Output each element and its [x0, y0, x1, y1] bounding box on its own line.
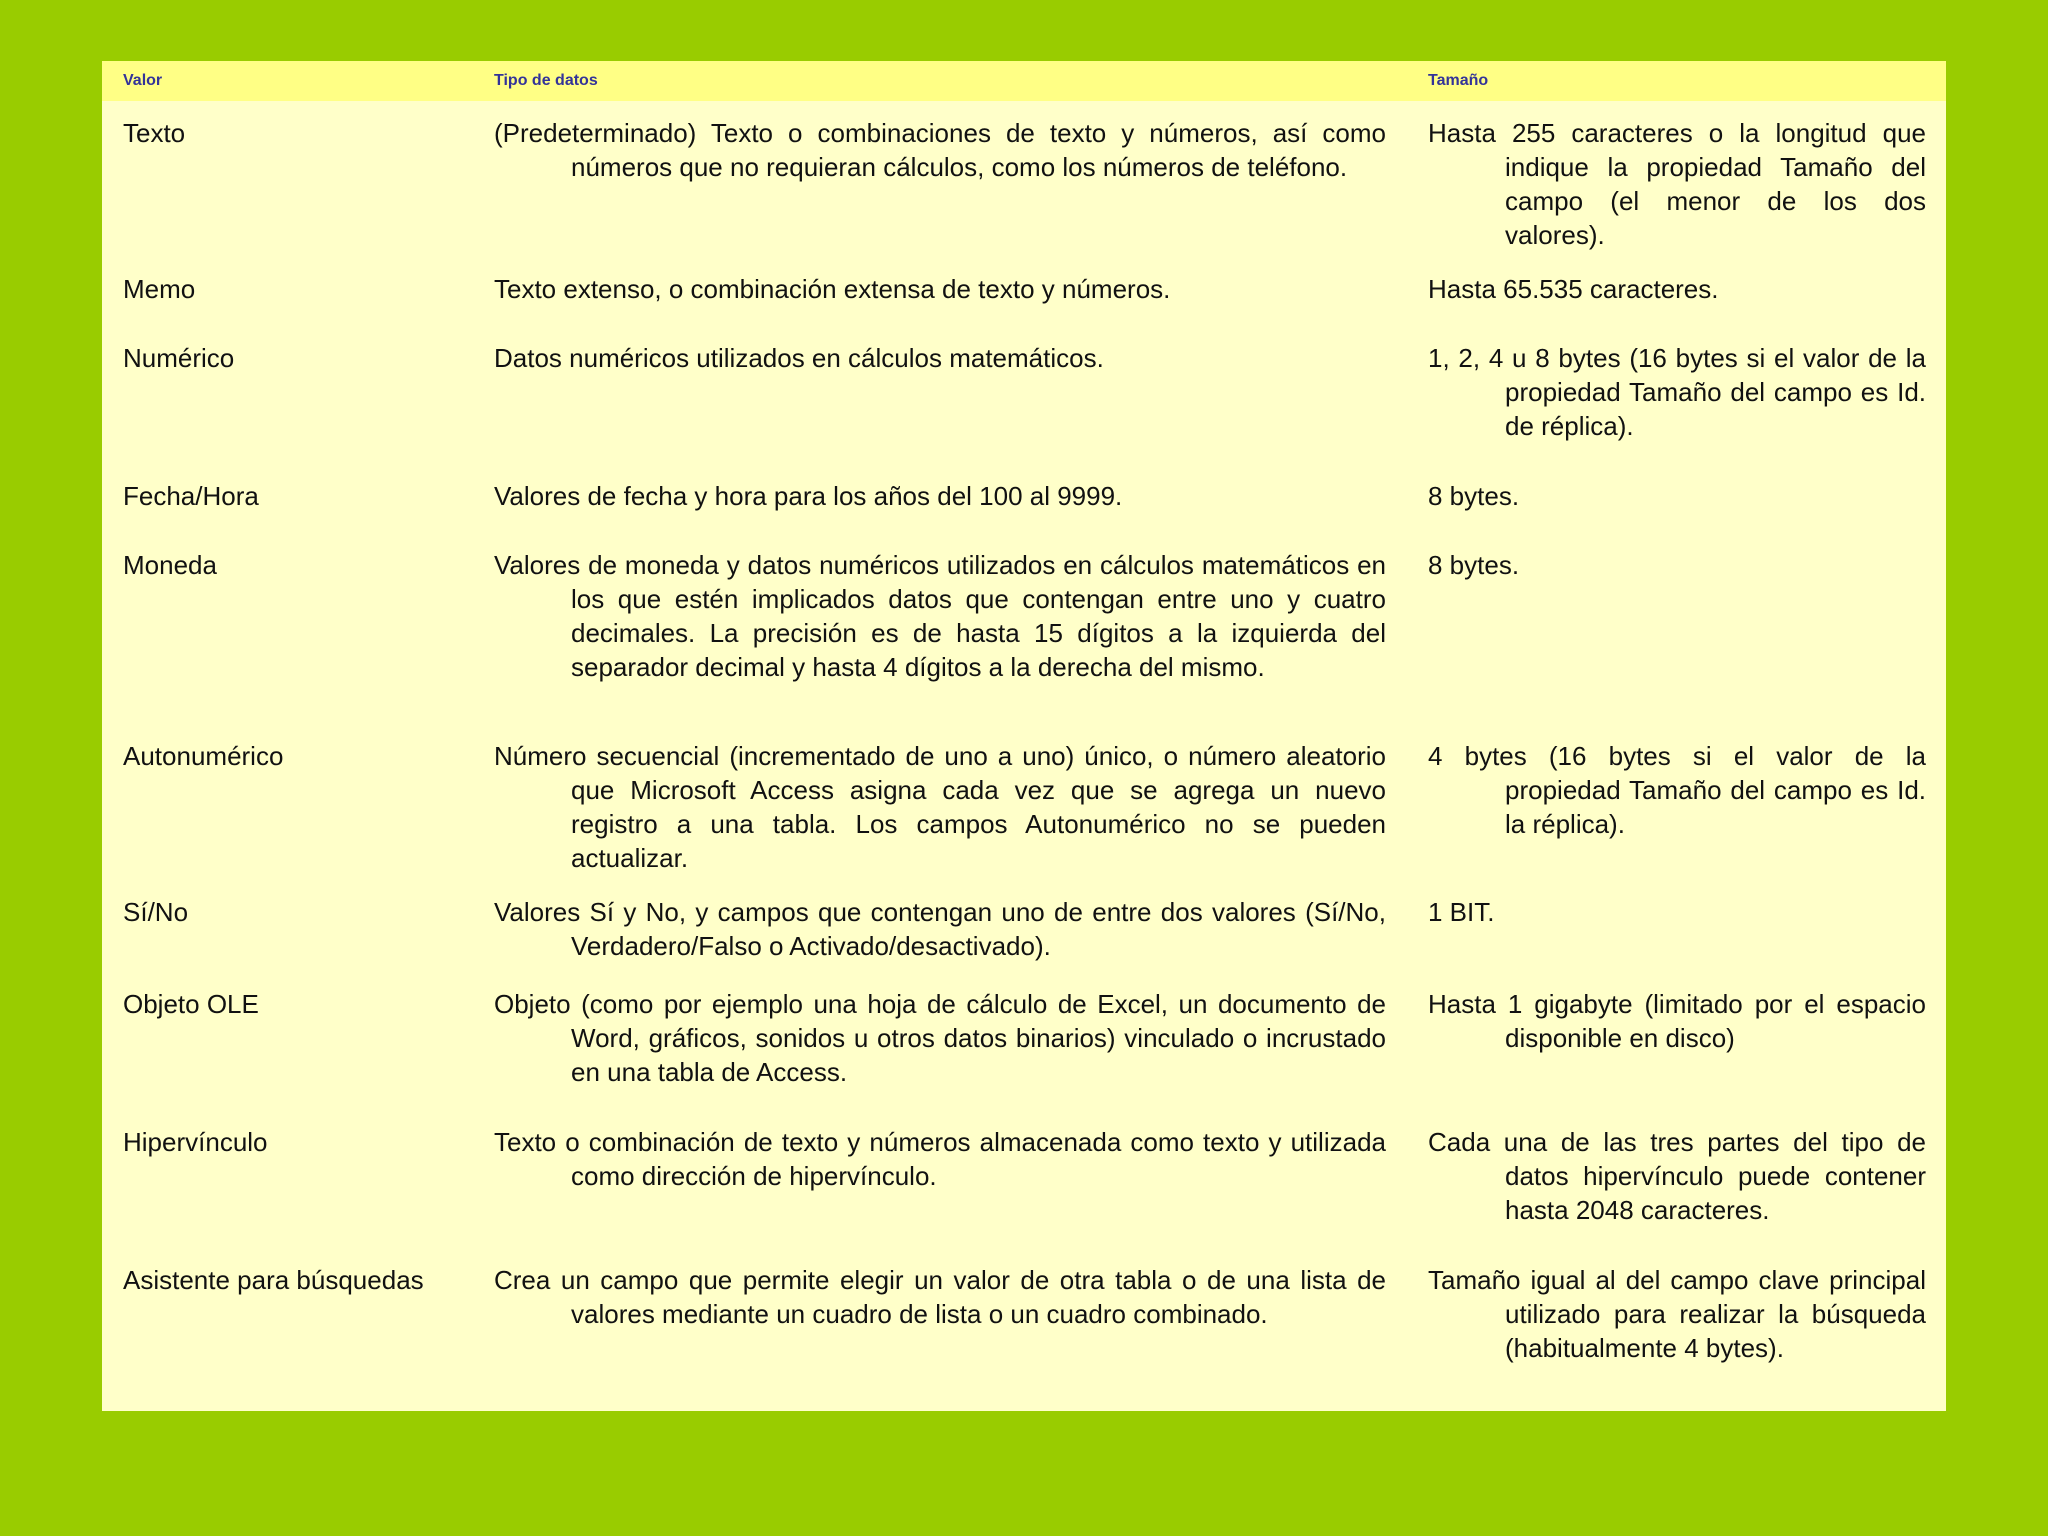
- cell-tipo: Valores Sí y No, y campos que contengan uno de entre dos valores (Sí/No, Verdadero/Falso o Activado/desactivado).: [494, 897, 1386, 961]
- data-types-table: [102, 61, 1946, 1411]
- cell-tamano: Hasta 65.535 caracteres.: [1428, 274, 1719, 304]
- cell-tipo: Valores de moneda y datos numéricos utilizados en cálculos matemáticos en los que estén implicados datos que contengan entre uno y cuatro decimales. La precisión es de hasta 15 dígitos a la izquierda del separador decimal y hasta 4 dígitos a la derecha del mismo.: [494, 550, 1386, 682]
- cell-tipo: Texto o combinación de texto y números almacenada como texto y utilizada como dirección de hipervínculo.: [494, 1127, 1386, 1191]
- cell-valor: Memo: [123, 274, 196, 304]
- cell-tamano: 1, 2, 4 u 8 bytes (16 bytes si el valor de la propiedad Tamaño del campo es Id. de réplica).: [1428, 343, 1926, 441]
- cell-valor: Objeto OLE: [123, 989, 259, 1019]
- cell-tamano: 4 bytes (16 bytes si el valor de la propiedad Tamaño del campo es Id. la réplica).: [1428, 741, 1926, 839]
- cell-tamano: 8 bytes.: [1428, 481, 1520, 511]
- cell-valor: Asistente para búsquedas: [123, 1265, 424, 1295]
- cell-tamano: Cada una de las tres partes del tipo de datos hipervínculo puede contener hasta 2048 caracteres.: [1428, 1127, 1926, 1225]
- header-valor: Valor: [123, 72, 163, 89]
- cell-valor: Hipervínculo: [123, 1127, 268, 1157]
- cell-tipo: Datos numéricos utilizados en cálculos matemáticos.: [494, 343, 1104, 373]
- cell-tipo: Objeto (como por ejemplo una hoja de cálculo de Excel, un documento de Word, gráficos, sonidos u otros datos binarios) vinculado o incrustado en una tabla de Access.: [494, 989, 1386, 1087]
- cell-tipo: (Predeterminado) Texto o combinaciones de texto y números, así como números que no requieran cálculos, como los números de teléfono.: [494, 118, 1386, 182]
- cell-valor: Autonumérico: [123, 741, 284, 771]
- cell-tamano: Hasta 1 gigabyte (limitado por el espacio disponible en disco): [1428, 989, 1926, 1053]
- cell-valor: Fecha/Hora: [123, 481, 259, 511]
- cell-tipo: Valores de fecha y hora para los años del 100 al 9999.: [494, 481, 1123, 511]
- cell-valor: Numérico: [123, 343, 235, 373]
- cell-tamano: Hasta 255 caracteres o la longitud que indique la propiedad Tamaño del campo (el menor de los dos valores).: [1428, 118, 1926, 250]
- cell-tipo: Crea un campo que permite elegir un valor de otra tabla o de una lista de valores mediante un cuadro de lista o un cuadro combinado.: [494, 1265, 1386, 1329]
- cell-tipo: Texto extenso, o combinación extensa de texto y números.: [494, 274, 1171, 304]
- cell-valor: Moneda: [123, 550, 217, 580]
- cell-tamano: 8 bytes.: [1428, 550, 1520, 580]
- header-tamano: Tamaño: [1428, 72, 1489, 89]
- cell-tipo: Número secuencial (incrementado de uno a uno) único, o número aleatorio que Microsoft Access asigna cada vez que se agrega un nuevo registro a una tabla. Los campos Autonumérico no se pueden actualizar.: [494, 741, 1386, 873]
- header-tipo-de-datos: Tipo de datos: [494, 72, 598, 89]
- cell-valor: Sí/No: [123, 897, 189, 927]
- cell-tamano: Tamaño igual al del campo clave principal utilizado para realizar la búsqueda (habitualmente 4 bytes).: [1428, 1265, 1926, 1363]
- table-header: [102, 61, 1946, 101]
- cell-valor: Texto: [123, 118, 186, 148]
- cell-tamano: 1 BIT.: [1428, 897, 1495, 927]
